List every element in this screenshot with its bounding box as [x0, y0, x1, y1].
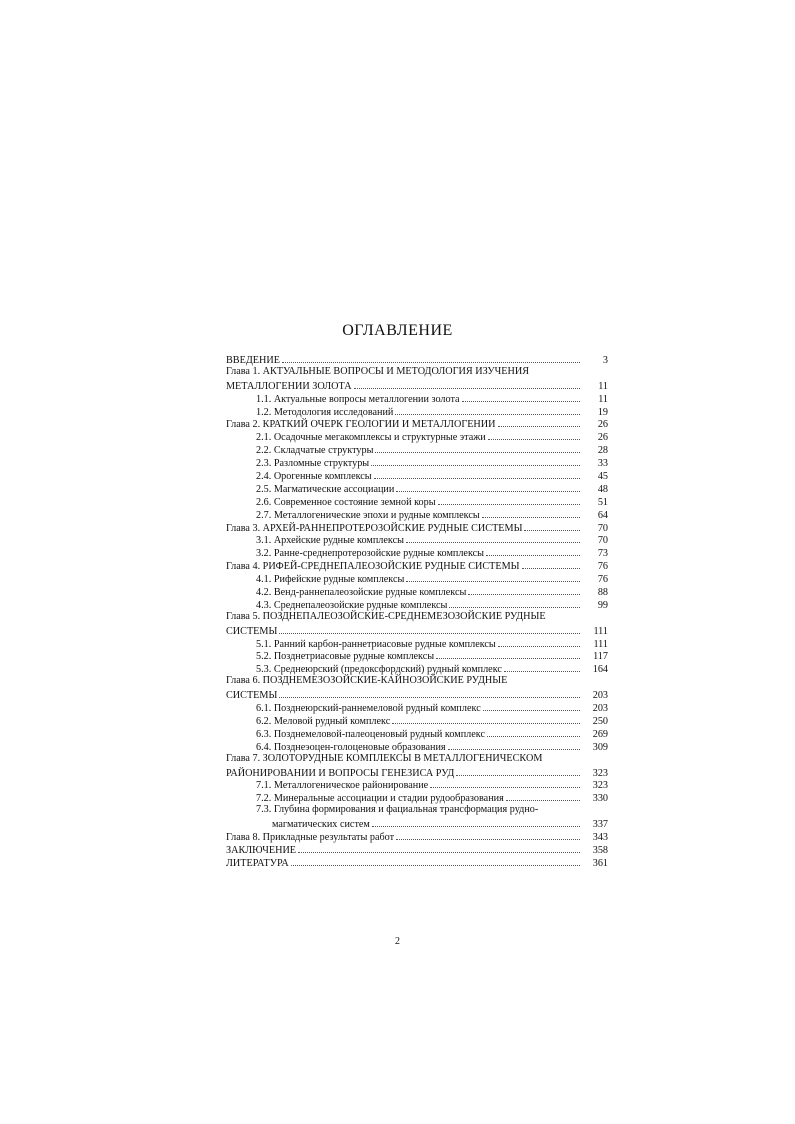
- toc-entry-text: Глава 2. КРАТКИЙ ОЧЕРК ГЕОЛОГИИ И МЕТАЛЛОГЕНИИ: [226, 419, 496, 431]
- toc-entry-text: 4.3. Среднепалеозойские рудные комплексы: [256, 599, 448, 611]
- toc-entry-text: 3.1. Архейские рудные комплексы: [256, 535, 404, 547]
- toc-entry-text: СИСТЕМЫ: [226, 625, 278, 637]
- toc-entry-page: 117: [593, 651, 608, 663]
- toc-entry-page: 51: [597, 496, 608, 508]
- dot-leader: [462, 392, 580, 402]
- toc-entry-text: 2.6. Современное состояние земной коры: [256, 496, 436, 508]
- dot-leader: [430, 778, 580, 788]
- toc-entry: [226, 727, 608, 740]
- toc-entry-text: 2.3. Разломные структуры: [256, 458, 370, 470]
- toc-entry: [226, 417, 608, 430]
- toc-entry-page: 11: [598, 380, 608, 392]
- dot-leader: [486, 546, 580, 556]
- toc-entry-text: Глава 6. ПОЗДНЕМЕЗОЗОЙСКИЕ-КАЙНОЗОЙСКИЕ РУДНЫЕ: [226, 675, 508, 687]
- toc-entry-text: 2.7. Металлогенические эпохи и рудные комплексы: [256, 509, 480, 521]
- toc-entry-page: 76: [597, 574, 608, 586]
- toc-entry: [226, 585, 608, 598]
- dot-leader: [298, 843, 580, 853]
- toc-entry: [226, 637, 608, 650]
- toc-entry: [226, 482, 608, 495]
- toc-entry-text: 2.1. Осадочные мегакомплексы и структурные этажи: [256, 432, 486, 444]
- toc-entry-page: 73: [597, 548, 608, 560]
- toc-entry-text: СИСТЕМЫ: [226, 690, 278, 702]
- toc-entry: [226, 379, 608, 392]
- dot-leader: [374, 469, 580, 479]
- toc-entry-page: 19: [597, 406, 608, 418]
- dot-leader: [468, 585, 580, 595]
- toc-entry-page: 26: [597, 432, 608, 444]
- dot-leader: [506, 791, 580, 801]
- dot-leader: [395, 405, 580, 415]
- toc-entry: [226, 572, 608, 585]
- toc-entry: [226, 701, 608, 714]
- toc-entry: [226, 856, 608, 869]
- toc-entry-text: ЛИТЕРАТУРА: [226, 857, 289, 869]
- toc-entry: [226, 443, 608, 456]
- dot-leader: [483, 701, 580, 711]
- toc-entry-text: Глава 4. РИФЕЙ-СРЕДНЕПАЛЕОЗОЙСКИЕ РУДНЫЕ СИСТЕМЫ: [226, 561, 520, 573]
- toc-entry-text: 1.2. Методология исследований: [256, 406, 394, 418]
- toc-entry: [226, 688, 608, 701]
- toc-entry-page: 48: [597, 483, 608, 495]
- toc-entry-text: 7.3. Глубина формирования и фациальная трансформация рудно-: [256, 804, 539, 816]
- toc-entry-text: магматических систем: [272, 819, 370, 831]
- toc-entry-page: 323: [592, 767, 608, 779]
- toc-entry-text: 4.1. Рифейские рудные комплексы: [256, 574, 405, 586]
- toc-entry: [226, 508, 608, 521]
- toc-entry: [226, 843, 608, 856]
- dot-leader: [372, 817, 580, 827]
- toc-entry-page: 76: [597, 561, 608, 573]
- toc-entry: [226, 753, 608, 766]
- toc-entry-page: 70: [597, 535, 608, 547]
- toc-entry: [226, 456, 608, 469]
- toc-entry-page: 70: [597, 522, 608, 534]
- toc-entry-text: 2.5. Магматические ассоциации: [256, 483, 395, 495]
- toc-entry-page: 3: [602, 355, 608, 366]
- toc-entry-text: 6.1. Позднеюрский-раннемеловой рудный комплекс: [256, 703, 481, 715]
- toc-entry: [226, 675, 608, 688]
- toc-entry-text: МЕТАЛЛОГЕНИИ ЗОЛОТА: [226, 380, 352, 392]
- toc-entry: [226, 778, 608, 791]
- toc-entry: [226, 392, 608, 405]
- dot-leader: [488, 430, 580, 440]
- toc-entry: [226, 611, 608, 624]
- toc-entry-text: Глава 1. АКТУАЛЬНЫЕ ВОПРОСЫ И МЕТОДОЛОГИЯ ИЗУЧЕНИЯ: [226, 365, 529, 377]
- dot-leader: [279, 688, 580, 698]
- dot-leader: [504, 662, 580, 672]
- toc-entry-text: Глава 7. ЗОЛОТОРУДНЫЕ КОМПЛЕКСЫ В МЕТАЛЛОГЕНИЧЕСКОМ: [226, 752, 543, 764]
- toc-entry: [226, 353, 608, 366]
- toc-entry-text: 6.3. Позднемеловой-палеоценовый рудный комплекс: [256, 728, 485, 740]
- toc-entry: [226, 791, 608, 804]
- toc-entry: [226, 430, 608, 443]
- toc-entry: [226, 469, 608, 482]
- dot-leader: [279, 624, 580, 634]
- toc-entry: [226, 366, 608, 379]
- dot-leader: [487, 727, 580, 737]
- toc-entry-page: 203: [592, 703, 608, 715]
- toc-entry-page: 64: [597, 509, 608, 521]
- toc-entry-page: 323: [592, 780, 608, 792]
- toc-entry: [226, 624, 608, 637]
- toc-entry-page: 203: [592, 690, 608, 702]
- dot-leader: [396, 830, 580, 840]
- dot-leader: [291, 856, 580, 866]
- toc-entry-page: 164: [592, 664, 608, 676]
- dot-leader: [482, 508, 580, 518]
- dot-leader: [498, 637, 580, 647]
- toc-entry-text: 2.4. Орогенные комплексы: [256, 471, 372, 483]
- toc-entry-page: 330: [592, 793, 608, 805]
- toc-entry: [226, 521, 608, 534]
- toc-entry-text: 4.2. Венд-раннепалеозойские рудные комплексы: [256, 587, 467, 599]
- toc-entry: [226, 598, 608, 611]
- toc-entry: [226, 766, 608, 779]
- toc-entry-text: 5.1. Ранний карбон-раннетриасовые рудные комплексы: [256, 638, 496, 650]
- dot-leader: [524, 521, 580, 531]
- toc-entry: [226, 405, 608, 418]
- toc-entry-page: 269: [592, 728, 608, 740]
- toc-entry-page: 99: [597, 599, 608, 611]
- toc-entry-page: 11: [598, 393, 608, 405]
- toc-entry-text: 2.2. Складчатые структуры: [256, 445, 374, 457]
- dot-leader: [392, 714, 580, 724]
- toc-entry-text: 7.1. Металлогеническое районирование: [256, 780, 429, 792]
- toc-entry-page: 26: [597, 419, 608, 431]
- toc-entry: [226, 804, 608, 817]
- toc-entry-page: 28: [597, 445, 608, 457]
- toc-entry-text: ВВЕДЕНИЕ: [226, 355, 280, 366]
- toc-entry-text: 6.4. Позднеэоцен-голоценовые образования: [256, 741, 446, 753]
- dot-leader: [354, 379, 580, 389]
- toc-entry-text: 3.2. Ранне-среднепротерозойские рудные комплексы: [256, 548, 485, 560]
- dot-leader: [498, 417, 580, 427]
- dot-leader: [371, 456, 580, 466]
- toc-entry-page: 88: [597, 587, 608, 599]
- toc-entry-text: 7.2. Минеральные ассоциации и стадии рудообразования: [256, 793, 504, 805]
- toc-entry: [226, 495, 608, 508]
- toc-entry: [226, 559, 608, 572]
- toc-entry: [226, 662, 608, 675]
- toc-entry-text: 5.2. Позднетриасовые рудные комплексы: [256, 651, 435, 663]
- dot-leader: [375, 443, 580, 453]
- toc-entry-text: 1.1. Актуальные вопросы металлогении золота: [256, 393, 460, 405]
- toc-title: ОГЛАВЛЕНИЕ: [342, 322, 453, 339]
- dot-leader: [448, 740, 580, 750]
- dot-leader: [436, 649, 580, 659]
- toc-entry-text: РАЙОНИРОВАНИИ И ВОПРОСЫ ГЕНЕЗИСА РУД: [226, 767, 455, 779]
- dot-leader: [438, 495, 580, 505]
- toc-entry-page: 111: [593, 638, 608, 650]
- toc-entry-page: 337: [592, 819, 608, 831]
- dot-leader: [406, 572, 580, 582]
- toc-entry-page: 343: [592, 831, 608, 843]
- toc-entry-page: 361: [592, 857, 608, 869]
- toc-entry-text: 6.2. Меловой рудный комплекс: [256, 715, 391, 727]
- toc-entry-page: 358: [592, 844, 608, 856]
- toc-entry-page: 250: [592, 715, 608, 727]
- toc-entry-page: 33: [597, 458, 608, 470]
- toc-entry-text: Глава 3. АРХЕЙ-РАННЕПРОТЕРОЗОЙСКИЕ РУДНЫЕ СИСТЕМЫ: [226, 522, 523, 534]
- toc-entry: [226, 714, 608, 727]
- dot-leader: [396, 482, 580, 492]
- dot-leader: [522, 559, 580, 569]
- dot-leader: [456, 766, 580, 776]
- toc-entry: [226, 649, 608, 662]
- toc-entry: [226, 546, 608, 559]
- page-number: 2: [395, 936, 400, 947]
- table-of-contents: [226, 353, 608, 869]
- dot-leader: [406, 533, 580, 543]
- toc-entry-page: 45: [597, 471, 608, 483]
- dot-leader: [282, 353, 580, 363]
- toc-entry-text: Глава 8. Прикладные результаты работ: [226, 831, 395, 843]
- toc-entry: [226, 830, 608, 843]
- toc-entry-text: Глава 5. ПОЗДНЕПАЛЕОЗОЙСКИЕ-СРЕДНЕМЕЗОЗОЙСКИЕ РУДНЫЕ: [226, 610, 546, 622]
- toc-entry-page: 111: [593, 625, 608, 637]
- toc-entry-page: 309: [592, 741, 608, 753]
- toc-entry-text: 5.3. Среднеюрский (предоксфордский) рудный комплекс: [256, 664, 502, 676]
- toc-entry: [226, 817, 608, 830]
- toc-entry-text: ЗАКЛЮЧЕНИЕ: [226, 844, 297, 856]
- dot-leader: [449, 598, 580, 608]
- toc-entry: [226, 533, 608, 546]
- toc-entry: [226, 740, 608, 753]
